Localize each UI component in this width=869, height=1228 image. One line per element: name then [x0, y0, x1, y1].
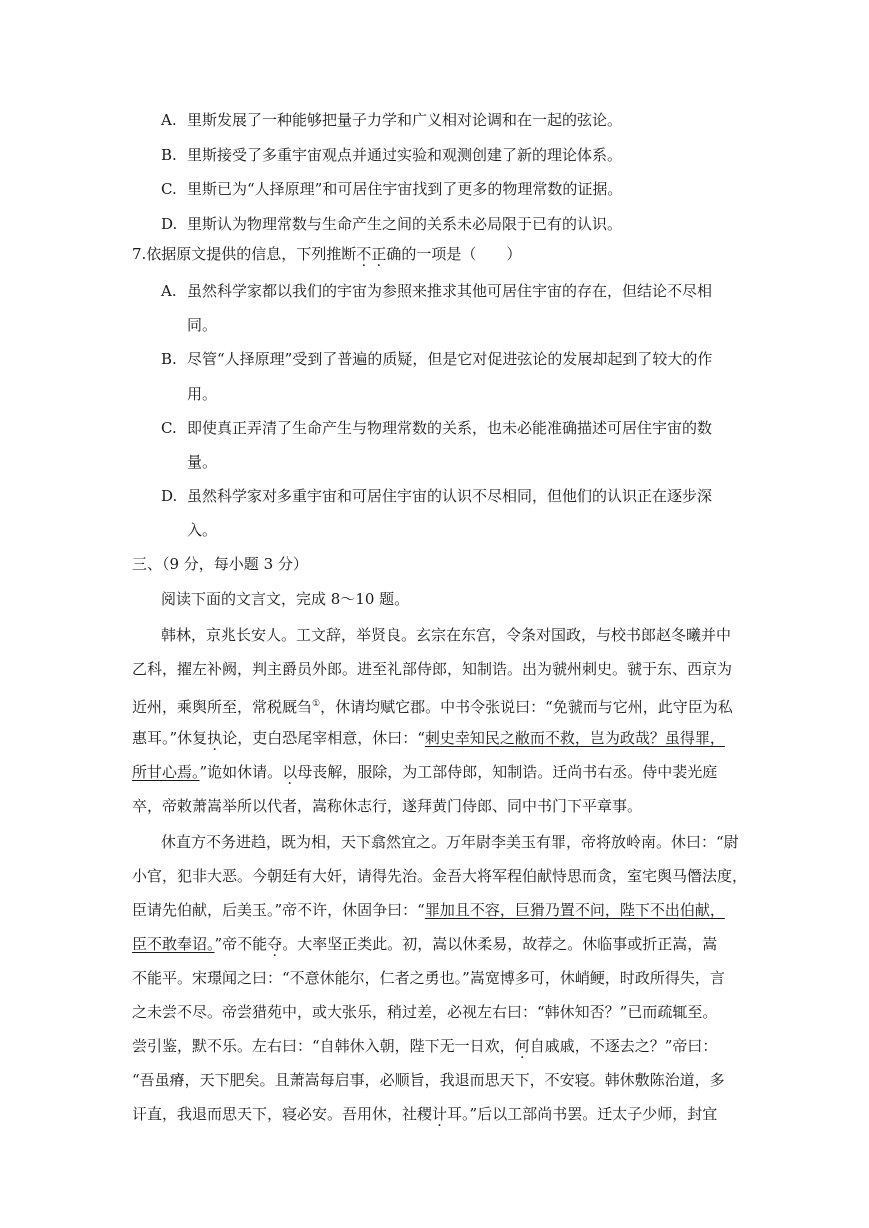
passage-text: ，休请均赋它郡。中书令张说曰：“免虢而与它州，此守臣为私: [320, 698, 733, 716]
option-text: 虽然科学家都以我们的宇宙为参照来推求其他可居住宇宙的存在，但结论不尽相: [187, 282, 713, 300]
emphasis-dot-char: 何: [514, 1037, 530, 1055]
passage-line: [132, 728, 725, 748]
q7-stem-text: 7.依据原文提供的信息，下列推断: [132, 245, 357, 263]
emphasis-dot-char: 夺: [267, 935, 283, 953]
option-letter: D.: [161, 215, 178, 233]
passage-line: [132, 694, 733, 717]
option-letter: A.: [161, 282, 177, 300]
passage-line: “吾虽瘠，天下肥矣。且萧嵩每启事，必顺旨，我退而思天下，不安寝。韩休敷陈治道，多: [132, 1071, 725, 1089]
option-text: 里斯已为“人择原理”和可居住宇宙找到了更多的物理常数的证据。: [187, 180, 623, 198]
passage-text: 。大率坚正类此。初，嵩以休柔易，故荐之。休临事或折正嵩，嵩: [282, 935, 718, 953]
passage-line: [132, 1036, 717, 1056]
emphasis-dot-char: 不: [356, 245, 372, 263]
passage-text: 惠耳。”休复: [132, 729, 208, 747]
emphasis-dot-char: 正: [371, 245, 387, 263]
passage-text: ”诡如休请。: [199, 763, 283, 781]
passage-text: 耳。”后以工部尚书罢。迁太子少师，封宜: [447, 1105, 718, 1123]
q6-option-a: [161, 110, 622, 130]
option-text: 虽然科学家对多重宇宙和可居住宇宙的认识不尽相同，但他们的认识正在逐步深: [187, 487, 713, 505]
passage-line: 休直方不务进趋，既为相，天下翕然宜之。万年尉李美玉有罪，帝将放岭南。休曰：“尉: [161, 833, 739, 851]
emphasis-dot-char: 计: [432, 1105, 448, 1123]
passage-line: 不能平。宋璟闻之曰：“不意休能尔，仁者之勇也。”嵩宽博多可，休峭鲠，时政所得失，言: [132, 969, 725, 987]
passage-line: [132, 1104, 717, 1124]
underlined-sentence: 罪加且不容，巨猾乃置不问，陛下不出伯献，: [424, 901, 725, 919]
footnote-marker: ①: [312, 699, 321, 709]
q7-option-d: [161, 486, 712, 506]
passage-line: 之未尝不尽。帝尝猎苑中，或大张乐，稍过差，必视左右曰：“韩休知否？”已而疏辄至。: [132, 1003, 718, 1021]
passage-text: 臣请先伯献，后美玉。”帝不许，休固争曰：“: [132, 901, 425, 919]
passage-line: 卒，帝敕萧嵩举所以代者，嵩称休志行，遂拜黄门侍郎、同中书门下平章事。: [132, 797, 643, 815]
q6-option-c: [161, 179, 622, 199]
option-text: 里斯认为物理常数与生命产生之间的关系未必局限于已有的认识。: [187, 215, 623, 233]
passage-line: [132, 762, 717, 782]
option-letter: C.: [161, 180, 177, 198]
q7-option-b-cont: 用。: [187, 385, 218, 403]
option-letter: A.: [161, 111, 177, 129]
passage-text: 近州，乘舆所至，常税厩刍: [132, 698, 313, 716]
option-letter: B.: [161, 350, 177, 368]
q7-option-c: [161, 418, 712, 438]
q7-option-c-cont: 量。: [187, 453, 218, 471]
underlined-sentence: 臣不敢奉诏。: [132, 935, 215, 953]
passage-text: 论，吏白恐尾宰相意，休曰：“: [222, 729, 425, 747]
option-text: 里斯接受了多重宇宙观点并通过实验和观测创建了新的理论体系。: [187, 146, 623, 164]
passage-text: 尝引鉴，默不乐。左右曰：“自韩休入朝，陛下无一日欢，: [132, 1037, 515, 1055]
section-heading: 三、（9 分，每小题 3 分）: [132, 555, 308, 573]
passage-line: [132, 900, 725, 920]
passage-text: 自戚戚，不逐去之？”帝曰：: [529, 1037, 718, 1055]
option-letter: B.: [161, 146, 177, 164]
q6-option-b: [161, 145, 622, 165]
option-text: 里斯发展了一种能够把量子力学和广义相对论调和在一起的弦论。: [187, 111, 623, 129]
q6-option-d: [161, 214, 622, 234]
option-letter: D.: [161, 487, 178, 505]
passage-line: 小官，犯非大恶。今朝廷有大奸，请得先治。金吾大将军程伯献恃思而贪，室宅舆马僭法度，: [132, 867, 748, 885]
underlined-sentence: 所甘心焉。: [132, 763, 200, 781]
q7-option-a: [161, 281, 712, 301]
emphasis-dot-char: 以: [282, 763, 298, 781]
passage-line: 乙科，擢左补阙，判主爵员外郎。进至礼部侍郎，知制诰。出为虢州刺史。虢于东、西京为: [132, 660, 733, 678]
passage-text: 讦直，我退而思天下，寝必安。吾用休，社稷: [132, 1105, 433, 1123]
q7-stem-text: 确的一项是（ ）: [386, 245, 522, 263]
section-instruction: 阅读下面的文言文，完成 8～10 题。: [161, 590, 410, 608]
option-text: 即使真正弄清了生命产生与物理常数的关系，也未必能准确描述可居住宇宙的数: [187, 419, 713, 437]
passage-text: 母丧解，服除，为工部侍郎，知制诰。迁尚书右丞。侍中裴光庭: [297, 763, 718, 781]
underlined-sentence: 刺史幸知民之敝而不救，岂为政哉？虽得罪，: [424, 729, 725, 747]
q7-stem: [132, 244, 521, 264]
passage-line: [132, 934, 717, 954]
q7-option-b: [161, 349, 712, 369]
passage-line: 韩林，京兆长安人。工文辞，举贤良。玄宗在东宫，令条对国政，与校书郎赵冬曦并中: [161, 626, 732, 644]
emphasis-dot-char: 执: [207, 729, 223, 747]
option-letter: C.: [161, 419, 177, 437]
passage-text: ”帝不能: [214, 935, 268, 953]
q7-option-d-cont: 入。: [187, 521, 218, 539]
q7-option-a-cont: 同。: [187, 316, 218, 334]
option-text: 尽管“人择原理”受到了普遍的质疑，但是它对促进弦论的发展却起到了较大的作: [187, 350, 713, 368]
